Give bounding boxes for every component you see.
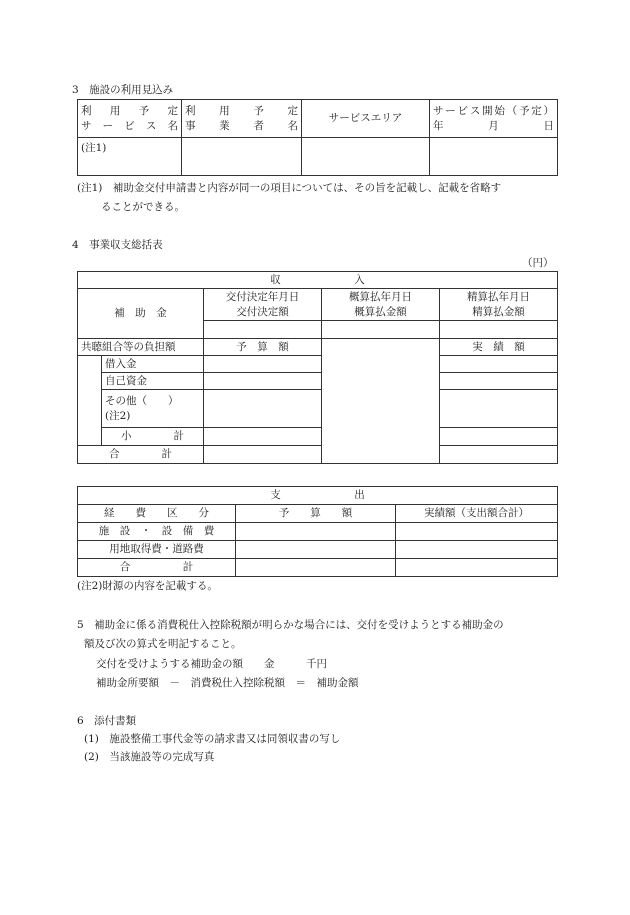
empty-cell xyxy=(204,321,322,339)
row-note-cell: (注1) xyxy=(78,138,182,176)
empty-cell xyxy=(182,138,302,176)
empty-cell xyxy=(440,321,558,339)
category-header: 経 費 区 分 xyxy=(78,505,236,523)
empty-merged-cell xyxy=(322,339,440,464)
section5-line1: 5 補助金に係る消費税仕入控除税額が明らかな場合には、交付を受けようとする補助金の xyxy=(77,619,504,631)
decision-header: 交付決定年月日 交付決定額 xyxy=(204,289,322,321)
budget-header: 予 算 額 xyxy=(204,339,322,356)
empty-cell xyxy=(204,356,322,373)
approx-header: 概算払年月日 概算払金額 xyxy=(322,289,440,321)
empty-cell xyxy=(322,321,440,339)
note1-line1: (注1) 補助金交付申請書と内容が同一の項目については、その旨を記載し、記載を省略す xyxy=(77,182,502,194)
actual-header: 実 績 額 xyxy=(440,339,558,356)
empty-cell xyxy=(204,446,322,464)
empty-cell xyxy=(204,390,322,428)
empty-cell xyxy=(236,541,396,559)
loan-label: 借入金 xyxy=(102,356,204,373)
empty-cell xyxy=(396,523,558,541)
section6-heading: 6 添付書類 xyxy=(77,715,137,727)
income-total-label: 合 計 xyxy=(78,446,204,464)
note1-line2: ることができる。 xyxy=(101,201,185,213)
empty-cell xyxy=(204,373,322,390)
income-title: 収 入 xyxy=(78,272,558,289)
indent-cell xyxy=(78,356,102,446)
col-service-name: 利 用 予 定 サ ー ビ ス 名 xyxy=(78,100,182,138)
own-funds-label: 自己資金 xyxy=(102,373,204,390)
burden-label: 共聴組合等の負担額 xyxy=(78,339,204,356)
other-label: その他（ ） (注2) xyxy=(102,390,204,428)
expense-actual-header: 実績額（支出額合計） xyxy=(396,505,558,523)
section5-formula-amount: 交付を受けようする補助金の額 金 千円 xyxy=(96,658,327,670)
land-cost-label: 用地取得費・道路費 xyxy=(78,541,236,559)
expense-title: 支 出 xyxy=(78,487,558,505)
empty-cell xyxy=(396,559,558,577)
section3-heading: 3 施設の利用見込み xyxy=(72,84,174,96)
facility-cost-label: 施 設 ・ 設 備 費 xyxy=(78,523,236,541)
income-table xyxy=(77,271,558,464)
col-operator-name: 利 用 予 定 事 業 者 名 xyxy=(182,100,302,138)
empty-cell xyxy=(204,428,322,446)
section4-heading: 4 事業収支総括表 xyxy=(72,239,163,251)
attachment-item-2: (2) 当該施設等の完成写真 xyxy=(84,751,215,763)
empty-cell xyxy=(430,138,558,176)
empty-cell xyxy=(440,390,558,428)
section5-line2: 額及び次の算式を明記すること。 xyxy=(84,638,242,650)
col-service-start: サービス開始（予定） 年 月 日 xyxy=(430,100,558,138)
unit-label: （円） xyxy=(522,257,554,269)
usage-outlook-table xyxy=(77,99,558,176)
empty-cell xyxy=(440,446,558,464)
expense-total-label: 合 計 xyxy=(78,559,236,577)
note2: (注2)財源の内容を記載する。 xyxy=(77,580,218,592)
empty-cell xyxy=(440,356,558,373)
col-service-area: サービスエリア xyxy=(302,100,430,138)
expense-table xyxy=(77,486,558,577)
section5-formula: 補助金所要額 － 消費税仕入控除税額 ＝ 補助金額 xyxy=(96,677,359,689)
subtotal-label: 小 計 xyxy=(102,428,204,446)
final-header: 精算払年月日 精算払金額 xyxy=(440,289,558,321)
empty-cell xyxy=(236,559,396,577)
attachment-item-1: (1) 施設整備工事代金等の請求書又は同領収書の写し xyxy=(84,733,341,745)
empty-cell xyxy=(440,428,558,446)
subsidy-label: 補 助 金 xyxy=(78,289,204,339)
expense-budget-header: 予 算 額 xyxy=(236,505,396,523)
empty-cell xyxy=(236,523,396,541)
empty-cell xyxy=(396,541,558,559)
empty-cell xyxy=(302,138,430,176)
empty-cell xyxy=(440,373,558,390)
